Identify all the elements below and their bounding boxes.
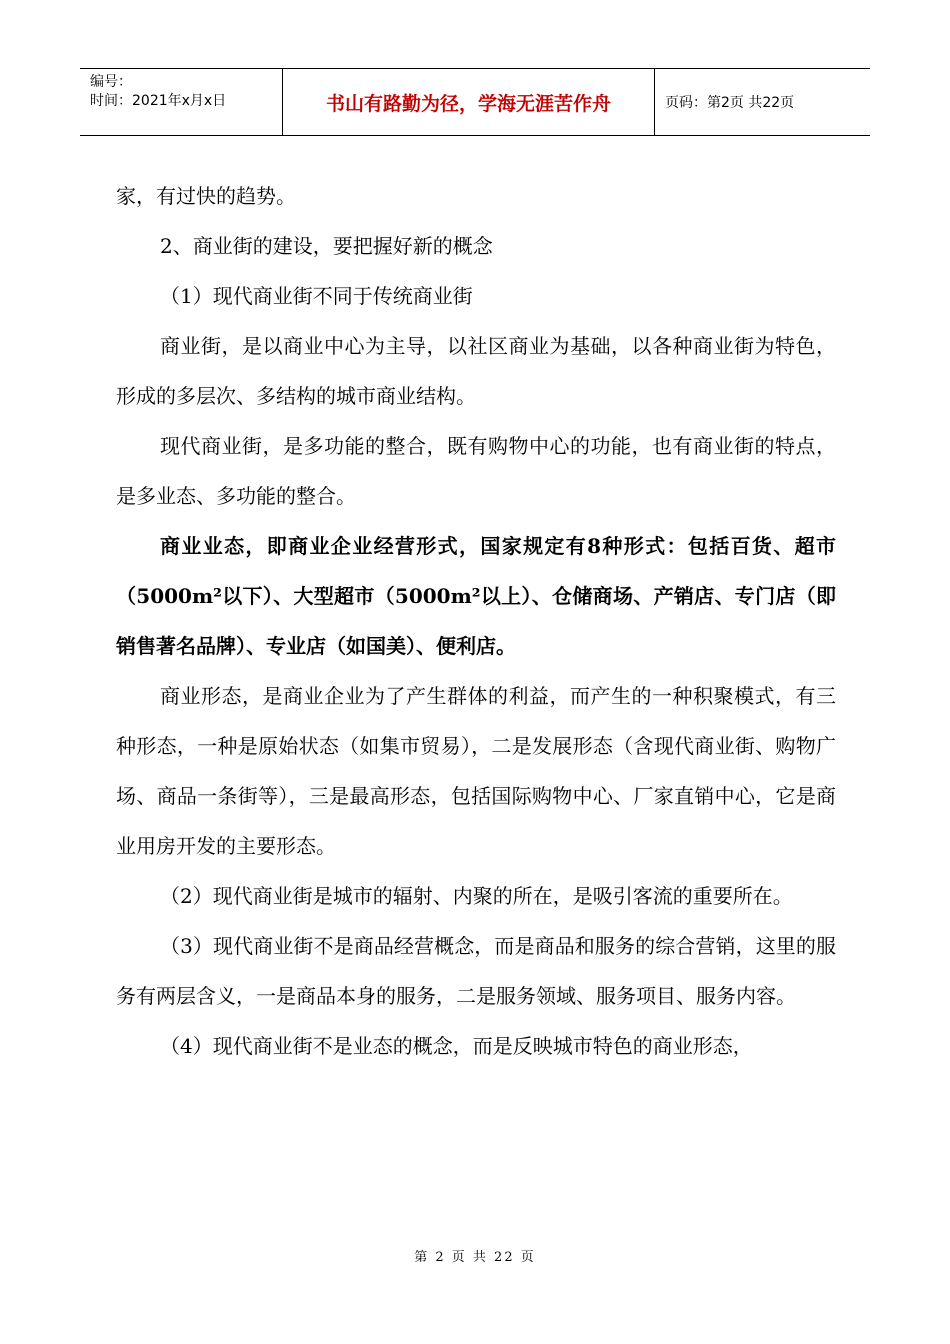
paragraph: 家，有过快的趋势。 [116, 184, 296, 208]
document-date: 时间：2021年x月x日 [90, 93, 227, 109]
page-footer: 第 2 页 共 22 页 [414, 1250, 536, 1265]
paragraph: 商业街，是以商业中心为主导，以社区商业为基础，以各种商业街为特色，形成的多层次、多结构的城市商业结构。 [116, 334, 836, 408]
paragraph: 现代商业街，是多功能的整合，既有购物中心的功能，也有商业街的特点，是多业态、多功能的整合。 [116, 434, 836, 508]
header-page-info: 页码：第2页 共22页 [665, 95, 795, 111]
paragraph: （3）现代商业街不是商品经营概念，而是商品和服务的综合营销，这里的服务有两层含义，一是商品本身的服务，二是服务领域、服务项目、服务内容。 [116, 934, 836, 1008]
section-heading: 2、商业街的建设，要把握好新的概念 [160, 234, 493, 258]
paragraph: （2）现代商业街是城市的辐射、内聚的所在，是吸引客流的重要所在。 [160, 884, 793, 908]
header-motto: 书山有路勤为径，学海无涯苦作舟 [282, 69, 655, 135]
paragraph: （4）现代商业街不是业态的概念，而是反映城市特色的商业形态， [160, 1034, 753, 1058]
document-number: 编号： [90, 74, 132, 90]
subsection-heading: （1）现代商业街不同于传统商业街 [160, 284, 473, 308]
document-body [116, 171, 836, 1071]
header-meta [80, 69, 282, 135]
page-header [80, 68, 870, 136]
bold-paragraph: 商业业态，即商业企业经营形式，国家规定有8种形式：包括百货、超市（5000m²以下）、大型超市（5000m²以上）、仓储商场、产销店、专门店（即销售著名品牌）、专业店（如国美）、便利店。 [116, 534, 836, 658]
paragraph: 商业形态，是商业企业为了产生群体的利益，而产生的一种积聚模式，有三种形态，一种是原始状态（如集市贸易），二是发展形态（含现代商业街、购物广场、商品一条街等），三是最高形态，包括国际购物中心、厂家直销中心，它是商业用房开发的主要形态。 [116, 684, 836, 858]
